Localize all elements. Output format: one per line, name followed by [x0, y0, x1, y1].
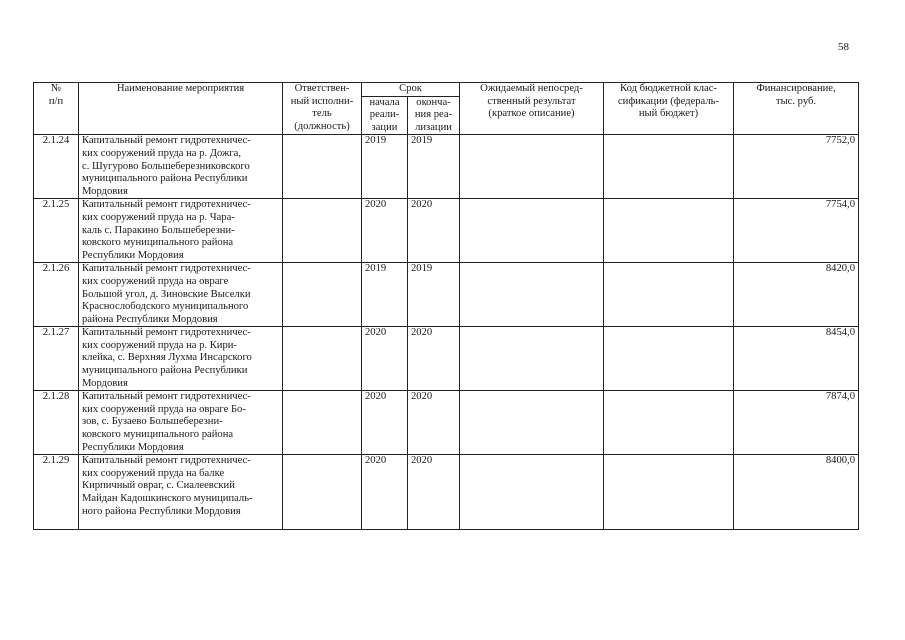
- row-result: [460, 199, 604, 263]
- row-start: 2019: [362, 135, 408, 199]
- row-responsible: [283, 199, 362, 263]
- header-num: № п/п: [34, 83, 79, 135]
- row-budget-code: [604, 135, 734, 199]
- header-name: Наименование мероприятия: [79, 83, 283, 135]
- row-result: [460, 455, 604, 530]
- table-row: [34, 327, 859, 391]
- header-result: Ожидаемый непосред- ственный результат (краткое описание): [460, 83, 604, 135]
- row-financing: 8400,0: [734, 455, 859, 530]
- header-start: начала реали- зации: [362, 96, 408, 135]
- row-financing: 7754,0: [734, 199, 859, 263]
- row-financing: 7752,0: [734, 135, 859, 199]
- row-end: 2020: [408, 455, 460, 530]
- row-result: [460, 135, 604, 199]
- row-num: 2.1.27: [34, 327, 79, 391]
- row-budget-code: [604, 199, 734, 263]
- row-responsible: [283, 391, 362, 455]
- page-number: 58: [838, 41, 849, 53]
- row-end: 2019: [408, 135, 460, 199]
- row-name: Капитальный ремонт гидротехничес- ких сооружений пруда на р. Кири- клейка, с. Верхняя Лухма Инсарского муниципального района Республики Мордовия: [79, 327, 283, 391]
- row-num: 2.1.28: [34, 391, 79, 455]
- row-name: Капитальный ремонт гидротехничес- ких сооружений пруда на р. Чара- каль с. Паракино Большеберезни- ковского муниципального района Республики Мордовия: [79, 199, 283, 263]
- row-num: 2.1.25: [34, 199, 79, 263]
- row-num: 2.1.29: [34, 455, 79, 530]
- row-end: 2020: [408, 391, 460, 455]
- row-name: Капитальный ремонт гидротехничес- ких сооружений пруда на овраге Большой угол, д. Зиновские Выселки Краснослободского муниципального района Республики Мордовия: [79, 263, 283, 327]
- row-num: 2.1.24: [34, 135, 79, 199]
- row-end: 2019: [408, 263, 460, 327]
- table-row: [34, 199, 859, 263]
- row-num: 2.1.26: [34, 263, 79, 327]
- header-responsible: Ответствен- ный исполни- тель (должность): [283, 83, 362, 135]
- header-financing: Финансирование, тыс. руб.: [734, 83, 859, 135]
- row-financing: 8420,0: [734, 263, 859, 327]
- row-name: Капитальный ремонт гидротехничес- ких сооружений пруда на р. Дожга, с. Шугурово Большеберезниковского муниципального района Республики Мордовия: [79, 135, 283, 199]
- row-responsible: [283, 263, 362, 327]
- table-row: [34, 391, 859, 455]
- row-budget-code: [604, 391, 734, 455]
- row-start: 2020: [362, 327, 408, 391]
- row-name: Капитальный ремонт гидротехничес- ких сооружений пруда на овраге Бо- зов, с. Бузаево Большеберезни- ковского муниципального района Республики Мордовия: [79, 391, 283, 455]
- table-row: [34, 455, 859, 530]
- row-financing: 8454,0: [734, 327, 859, 391]
- row-budget-code: [604, 263, 734, 327]
- table-row: [34, 135, 859, 199]
- row-start: 2020: [362, 455, 408, 530]
- header-end: оконча- ния реа- лизации: [408, 96, 460, 135]
- row-end: 2020: [408, 327, 460, 391]
- measures-table: [33, 82, 859, 530]
- row-start: 2019: [362, 263, 408, 327]
- row-start: 2020: [362, 391, 408, 455]
- header-term: Срок: [362, 83, 460, 97]
- row-financing: 7874,0: [734, 391, 859, 455]
- row-result: [460, 263, 604, 327]
- row-start: 2020: [362, 199, 408, 263]
- row-result: [460, 327, 604, 391]
- row-responsible: [283, 327, 362, 391]
- row-responsible: [283, 135, 362, 199]
- row-result: [460, 391, 604, 455]
- row-responsible: [283, 455, 362, 530]
- row-name: Капитальный ремонт гидротехничес- ких сооружений пруда на балке Кирпичный овраг, с. Сиалеевский Майдан Кадошкинского муниципаль- ного района Республики Мордовия: [79, 455, 283, 530]
- header-budget-code: Код бюджетной клас- сификации (федераль- ный бюджет): [604, 83, 734, 135]
- table-row: [34, 263, 859, 327]
- row-budget-code: [604, 455, 734, 530]
- row-budget-code: [604, 327, 734, 391]
- row-end: 2020: [408, 199, 460, 263]
